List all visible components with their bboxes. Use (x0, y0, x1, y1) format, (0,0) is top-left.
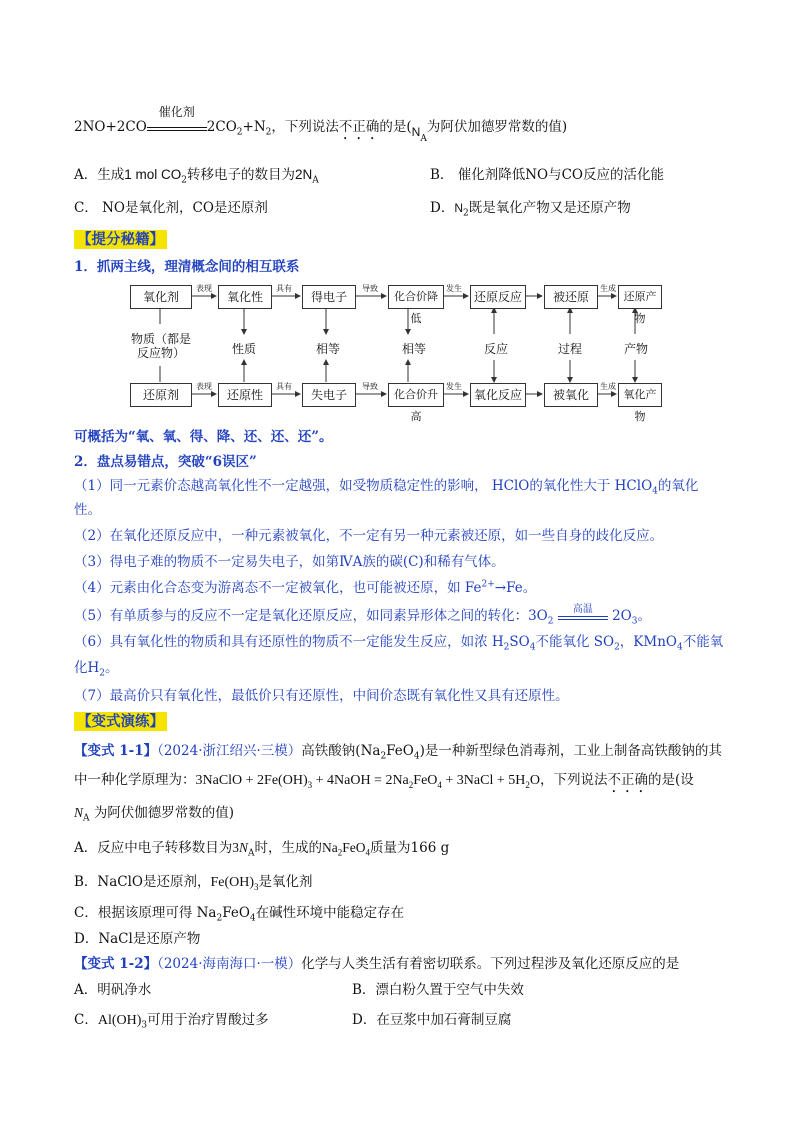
tips-header (74, 228, 167, 249)
node-oxidized: 被氧化 (544, 383, 598, 407)
eq-left: 2NO+2CO (74, 119, 147, 135)
v1-text1c: )是一种新型绿色消毒剂，工业上制备高铁酸钠的其 (419, 743, 722, 759)
v1-eq-part1: 3NaClO + 2Fe(OH) (195, 773, 308, 788)
point-5-text: （5）有单质参与的反应不一定是氧化还原反应，如同素异形体之间的转化：3O (74, 608, 548, 624)
stem-text-c: 为阿伏加德罗常数的值) (426, 119, 568, 135)
link-bottom-4: 发生 (446, 382, 462, 391)
q1-option-a: A．生成1 mol $CO_2$转移电子的数目为$2N_A$ (74, 167, 319, 186)
v1-c-text2: 在碱性环境中能稳定存在 (255, 905, 405, 921)
node-reductant: 还原剂 (130, 383, 192, 407)
v2-c-label: C． (74, 1012, 98, 1028)
eq-right-co2: 2CO (206, 119, 237, 135)
v1-option-c: C．根据该原理可得 $Na_2FeO_4$在碱性环境中能稳定存在 (74, 905, 405, 924)
v2-source: （2024·海南海口·一模） (157, 956, 302, 972)
v1-option-b (74, 870, 313, 892)
v1-text1: 高铁酸钠(Na (301, 743, 381, 759)
node-reduction-product: 还原产物 (618, 285, 662, 309)
mid-process: 过程 (557, 342, 582, 356)
option-a-text: 转移电子的数目为 (187, 167, 295, 183)
v2-option-d: D．在豆浆中加石膏制豆腐 (352, 1012, 512, 1028)
v1-tag: 【变式 1-1】 (74, 743, 158, 759)
point-4: （4）元素由化合态变为游离态不一定被氧化，也可能被还原，如 $Fe^{2+}\to Fe$。 (74, 579, 537, 596)
link-bottom-3: 导致 (362, 382, 378, 391)
stem-text-b: 的是( (379, 119, 412, 135)
option-a-mol: 1 mol CO (124, 167, 182, 182)
mid-equal-2: 相等 (401, 342, 426, 356)
point-6-tail: 不能氧 (682, 634, 724, 650)
point-5: （5）有单质参与的反应不一定是氧化还原反应，如同素异形体之间的转化：$3O_2$ 高温 $2O_3$。 (74, 604, 651, 627)
v2-option-a: A．明矾净水 (74, 982, 152, 998)
v1-a-formula: $Na_2FeO_4$ (322, 840, 371, 858)
node-valence-down: 化合价降低 (388, 285, 444, 309)
point-6-so: SO (509, 634, 530, 650)
summary: 可概括为“氧、氧、得、降、还、还、还”。 (74, 429, 333, 445)
mid-property: 性质 (231, 342, 256, 356)
point-1: （1）同一元素价态越高氧化性不一定越强，如受物质稳定性的影响， HClO的氧化性大于 HClO$_4$的氧化 (74, 478, 699, 497)
high-temp-arrow (558, 604, 608, 620)
v2-c-text: 可用于治疗胃酸过多 (147, 1012, 269, 1028)
v2-tag: 【变式 1-2】 (74, 956, 158, 972)
v1-eq-part5: O (529, 773, 540, 788)
v1-text3: 为阿伏伽德罗常数的值) (93, 805, 235, 821)
node-oxidation-reaction: 氧化反应 (470, 383, 526, 407)
option-a-label: A．生成 (74, 167, 125, 183)
stem-text-a: ，下列说法 (271, 119, 339, 135)
v1-text2b: ，下列说法 (539, 772, 608, 788)
na-symbol: N (411, 125, 421, 139)
v1-a-text: A．反应中电子转移数目为 (74, 840, 233, 856)
stem-not-correct: 不正确 (338, 119, 380, 135)
v1-eq-part3: FeO (413, 773, 438, 788)
option-d-text: 既是氧化产物又是还原产物 (468, 200, 631, 216)
v1-source: （2024·浙江绍兴·三模） (157, 743, 302, 759)
point-4-text: （4）元素由化合态变为游离态不一定被氧化，也可能被还原，如 Fe (74, 580, 482, 596)
v1-line1: 【变式 1-1】（2024·浙江绍兴·三模）高铁酸钠$(Na_2FeO_4)$是一种新型绿色消毒剂，工业上制备高铁酸钠的其 (74, 743, 722, 762)
v1-text1b: FeO (386, 743, 414, 759)
concept-flowchart (130, 280, 660, 423)
eq-right-n2: +N (242, 119, 266, 135)
v1-b-text2: 是氧化剂 (258, 874, 313, 890)
tip1-title: 1．抓两主线，理清概念间的相互联系 (74, 259, 300, 275)
point-2: （2）在氧化还原反应中，一种元素被氧化，不一定有另一种元素被还原，如一些自身的歧化反应。 (74, 528, 664, 544)
practice-header (74, 710, 167, 731)
link-top-2: 具有 (276, 284, 292, 293)
link-bottom-6: 生成 (600, 382, 616, 391)
v1-option-d: D．NaCl是还原产物 (74, 931, 201, 947)
point-6-cont: 化$H_2$。 (74, 660, 119, 679)
v1-a-3na: 3N (232, 840, 249, 855)
mid-equal-1: 相等 (315, 342, 340, 356)
link-bottom-1: 表现 (196, 382, 212, 391)
v2-line1 (74, 952, 679, 972)
point-6-so2: 不能氧化 SO (535, 634, 615, 650)
point-6: （6）具有氧化性的物质和具有还原性的物质不一定能发生反应，如浓 $H_2SO_4$不能氧化 $SO_2$，KMnO$_4$不能氧 (74, 634, 724, 653)
v1-a-text2: 时，生成的 (254, 840, 323, 856)
tip2-title: 2．盘点易错点，突破“6误区” (74, 454, 257, 470)
v2-option-c: C．$Al(OH)_3$可用于治疗胃酸过多 (74, 1012, 269, 1031)
point-4-tail: →Fe。 (494, 580, 537, 596)
node-oxidation-product: 氧化产物 (618, 383, 662, 407)
link-bottom-2: 具有 (276, 382, 292, 391)
node-reduced: 被还原 (544, 285, 598, 309)
option-d-label: D． (430, 200, 455, 216)
q1-option-b: B． 催化剂降低NO与CO反应的活化能 (430, 167, 664, 183)
v1-text2: 中一种化学原理为： (74, 772, 196, 788)
point-1-tail: 的氧化 (657, 478, 699, 494)
node-oxidizing: 氧化性 (218, 285, 272, 309)
point-6-kmno: ，KMnO (619, 634, 677, 650)
tips-header-label: 【提分秘籍】 (74, 230, 167, 249)
v1-eq-part4: + 3NaCl + 5H (441, 773, 526, 788)
q1-stem: 2NO+2CO 催化剂 $2CO_2+N_2$，下列说法不正确的是($N_A$为阿伏加德罗常数的值) (74, 105, 568, 144)
point-6-cont-text: 化H (74, 660, 100, 676)
option-d-n2: N (454, 201, 463, 215)
v1-a-text3: 质量为166 g (370, 840, 450, 856)
point-1-cont: 性。 (74, 502, 101, 518)
option-a-value: 2N (295, 167, 313, 182)
point-5-tail: 2O (612, 608, 632, 624)
v1-text2c: 的是(设 (647, 772, 694, 788)
point-6-text: （6）具有氧化性的物质和具有还原性的物质不一定能发生反应，如浓 H (74, 634, 504, 650)
node-valence-up: 化合价升高 (388, 383, 444, 407)
practice-header-label: 【变式演练】 (74, 712, 167, 731)
node-oxidant: 氧化剂 (130, 285, 192, 309)
v1-equation: 3NaClO + $2Fe(OH)_3$ + 4NaOH = $2Na_2FeO_4$ + 3NaCl + $5H_2O$ (195, 773, 540, 790)
v1-c-text: C．根据该原理可得 Na (74, 905, 217, 921)
v1-option-a: A．反应中电子转移数目为$3N_A$时，生成的$Na_2FeO_4$质量为166 g (74, 840, 450, 859)
q1-option-d: D．$N_2$既是氧化产物又是还原产物 (430, 200, 631, 219)
v2-text: 化学与人类生活有着密切联系。下列过程涉及氧化还原反应的是 (301, 956, 680, 972)
v1-line3: $N_A$ 为阿伏伽德罗常数的值) (74, 805, 235, 824)
v2-c-formula: Al(OH) (97, 1013, 142, 1028)
v1-b-formula: $Fe(OH)_3$ (210, 875, 259, 892)
v1-not-correct: 不正确 (607, 772, 648, 788)
point-1-text: （1）同一元素价态越高氧化性不一定越强，如受物质稳定性的影响， HClO的氧化性大于 HClO (74, 478, 653, 494)
point-3: （3）得电子难的物质不一定易失电子，如第ⅣA族的碳(C)和稀有气体。 (74, 554, 505, 570)
na-sub: A (420, 133, 427, 144)
high-temp-label: 高温 (572, 604, 593, 615)
mid-product: 产物 (623, 342, 648, 356)
mid-substance: 物质（都是反应物） (130, 332, 191, 360)
q1-option-c: C． NO是氧化剂，CO是还原剂 (74, 200, 268, 216)
link-top-6: 生成 (600, 284, 616, 293)
link-top-4: 发生 (446, 284, 462, 293)
v1-line2 (74, 768, 694, 796)
catalyst-label: 催化剂 (158, 105, 195, 119)
v1-b-text: B．NaClO是还原剂， (74, 874, 211, 890)
point-7: （7）最高价只有氧化性，最低价只有还原性，中间价态既有氧化性又具有还原性。 (74, 688, 569, 704)
catalyst-arrow (147, 105, 207, 131)
node-gain-electron: 得电子 (302, 285, 356, 309)
node-reduction-reaction: 还原反应 (470, 285, 526, 309)
v1-na: N (74, 805, 84, 820)
link-top-3: 导致 (362, 284, 378, 293)
v2-option-b: B．漂白粉久置于空气中失效 (352, 982, 524, 998)
mid-reaction: 反应 (483, 342, 508, 356)
node-reducing: 还原性 (218, 383, 272, 407)
link-top-1: 表现 (196, 284, 212, 293)
node-lose-electron: 失电子 (302, 383, 356, 407)
v1-eq-part2: + 4NaOH = 2Na (312, 773, 409, 788)
